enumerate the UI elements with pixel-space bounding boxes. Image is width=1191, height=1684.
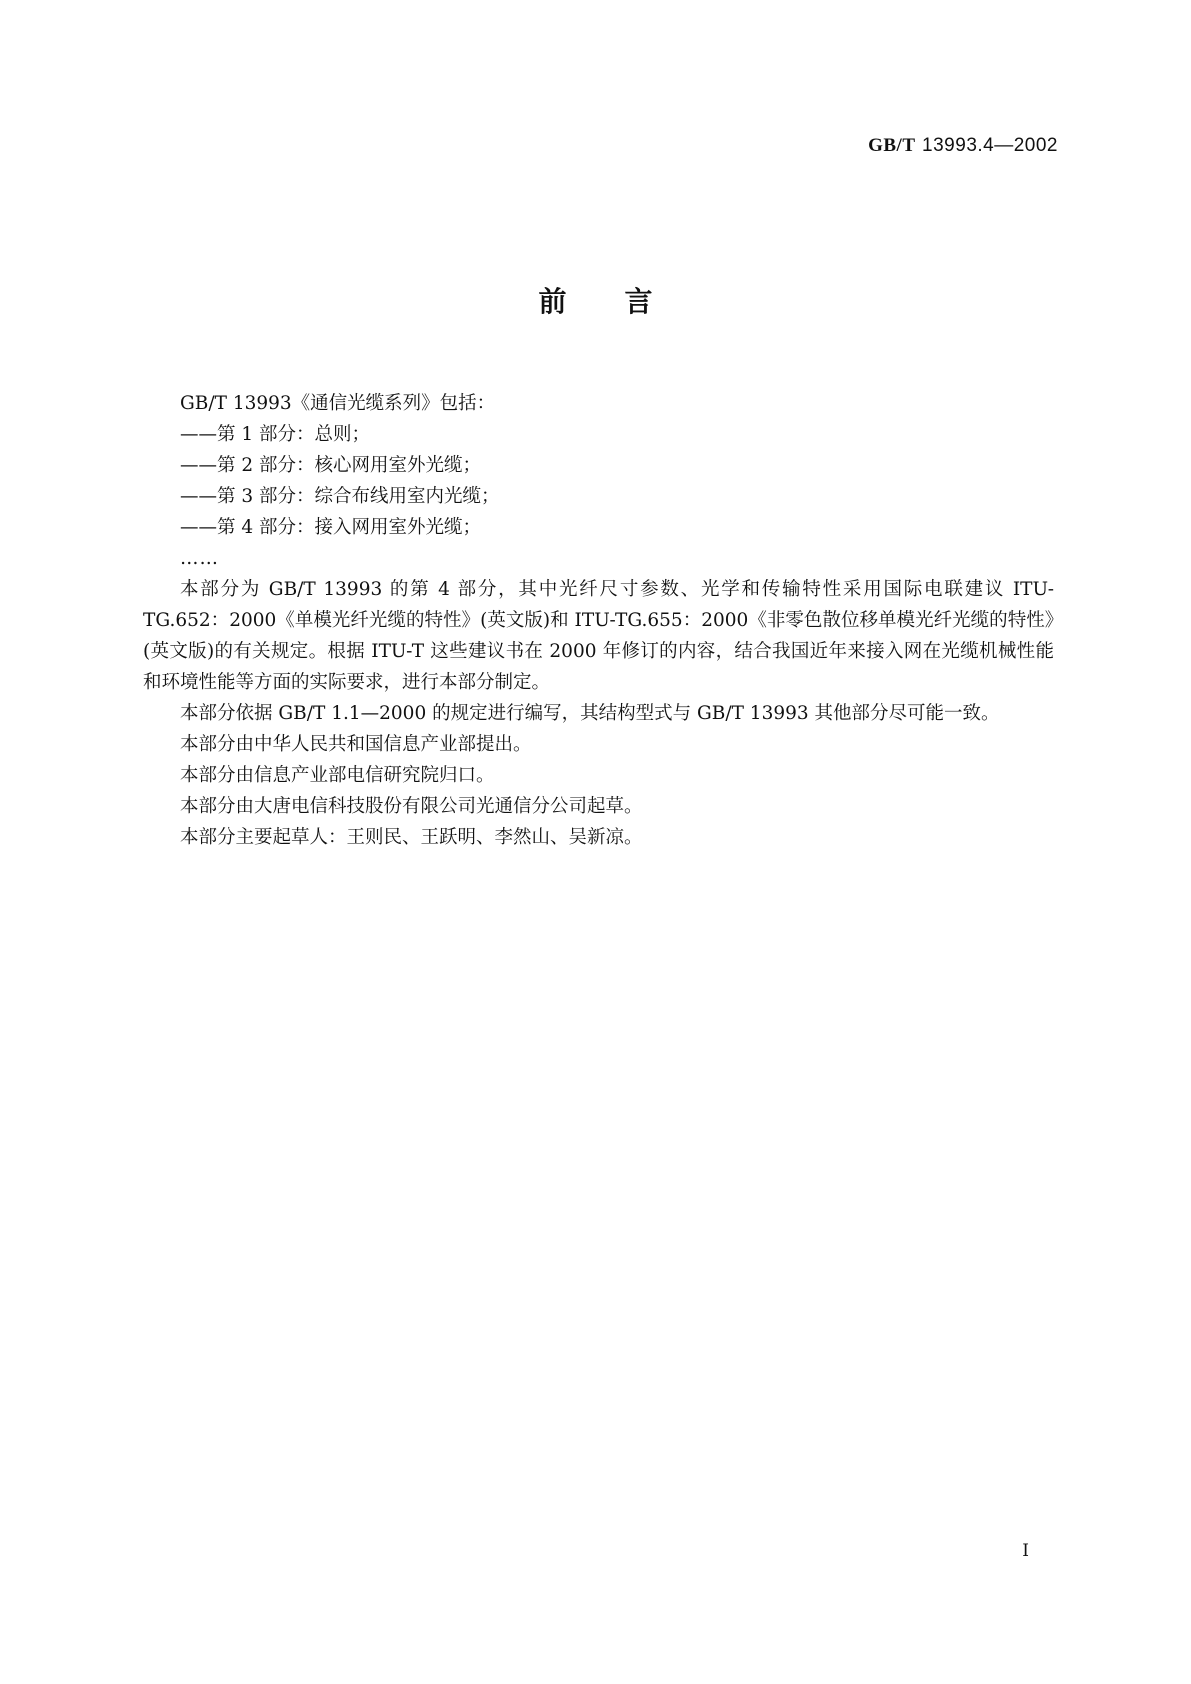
paragraph-drafting-unit: 本部分由大唐电信科技股份有限公司光通信分公司起草。	[180, 796, 643, 817]
paragraph-scope: 本部分为 GB/T 13993 的第 4 部分，其中光纤尺寸参数、光学和传输特性采用国际电联建议 ITU-TG.652：2000《单模光纤光缆的特性》(英文版)和 ITU-TG.655：2000《非零色散位移单模光纤光缆的特性》(英文版)的有关规定。根据 ITU-T 这些建议书在 2000 年修订的内容，结合我国近年来接入网在光缆机械性能和环境性能等方面的实际要求，进行本部分制定。	[143, 579, 1054, 693]
list-item: ——第 1 部分：总则；	[180, 424, 371, 445]
standard-code	[868, 134, 1058, 157]
intro-paragraph: GB/T 13993《通信光缆系列》包括：	[180, 393, 496, 414]
list-ellipsis: ……	[180, 548, 219, 569]
paragraph-responsible-unit: 本部分由信息产业部电信研究院归口。	[180, 765, 495, 786]
list-item: ——第 4 部分：接入网用室外光缆；	[180, 517, 482, 538]
paragraph-proposer: 本部分由中华人民共和国信息产业部提出。	[180, 734, 532, 755]
parts-list	[143, 419, 1054, 543]
page-title: 前言	[538, 285, 711, 318]
list-item: ——第 2 部分：核心网用室外光缆；	[180, 455, 482, 476]
foreword-body	[143, 388, 1054, 853]
paragraph-drafting-rules: 本部分依据 GB/T 1.1—2000 的规定进行编写，其结构型式与 GB/T 13993 其他部分尽可能一致。	[180, 703, 1000, 724]
page-number: I	[1022, 1541, 1029, 1561]
standard-code-prefix: GB/T	[868, 135, 916, 156]
standard-code-number: 13993.4—2002	[922, 135, 1058, 156]
list-item: ——第 3 部分：综合布线用室内光缆；	[180, 486, 500, 507]
paragraph-drafters: 本部分主要起草人：王则民、王跃明、李然山、吴新凉。	[180, 827, 643, 848]
